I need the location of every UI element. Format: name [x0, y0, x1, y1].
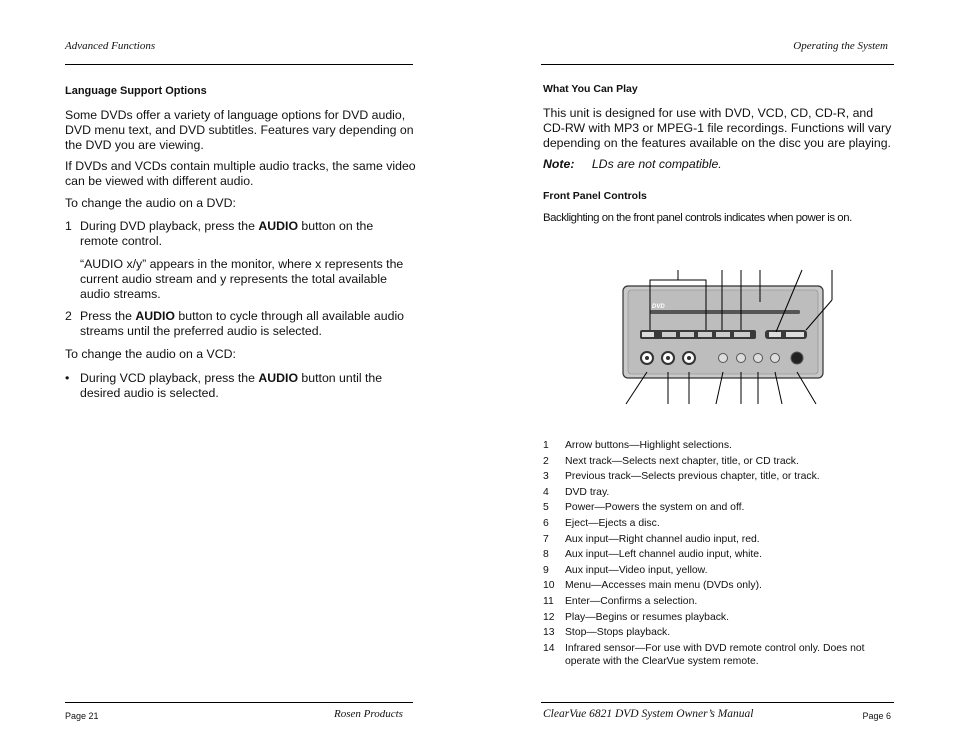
- bullet-item: [65, 371, 415, 401]
- list-item-number: 3: [543, 471, 549, 483]
- list-item-text: Eject—Ejects a disc.: [565, 517, 660, 529]
- next-track-button: [716, 332, 730, 337]
- right-para-1: This unit is designed for use with DVD, VCD, CD, CD-R, and CD-RW with MP3 or MPEG-1 file recordings. Functions will vary depending on the features available on the disc you are playing.: [543, 106, 892, 151]
- list-item: [543, 626, 893, 639]
- list-item-text: Next track—Selects next chapter, title, or CD track.: [565, 455, 799, 467]
- list-item-text: Play—Begins or resumes playback.: [565, 611, 730, 623]
- list-item: [543, 533, 893, 546]
- list-item-number: 2: [543, 455, 549, 467]
- front-panel-diagram: [620, 262, 840, 412]
- list-item: [543, 455, 893, 468]
- list-item: [543, 470, 893, 483]
- list-item-number: 4: [543, 486, 549, 498]
- dvd-tray: [650, 310, 800, 314]
- list-item: [543, 548, 893, 561]
- list-item-text: Stop—Stops playback.: [565, 627, 671, 639]
- step-1: [65, 219, 415, 249]
- audio-button-label: AUDIO: [258, 219, 299, 233]
- list-item-number: 10: [543, 580, 555, 592]
- list-item-number: 14: [543, 642, 555, 654]
- eject-button: [786, 332, 804, 337]
- list-item-number: 13: [543, 627, 555, 639]
- list-item-text: DVD tray.: [565, 486, 610, 498]
- left-footer-brand: Rosen Products: [334, 708, 403, 720]
- list-item: [543, 517, 893, 530]
- list-item-number: 6: [543, 517, 549, 529]
- left-para-1: Some DVDs offer a variety of language options for DVD audio, DVD menu text, and DVD subtitles. Features vary depending on the DVD you are viewing.: [65, 108, 414, 153]
- right-running-header: Operating the System: [793, 40, 888, 52]
- note: [543, 157, 722, 172]
- infrared-sensor: [791, 352, 803, 364]
- power-button: [769, 332, 781, 337]
- list-item: [543, 595, 893, 608]
- list-item: [543, 642, 893, 668]
- list-item-text: Infrared sensor—For use with DVD remote control only. Does not operate with the ClearVue system remote.: [565, 642, 865, 667]
- front-panel-list: [543, 439, 893, 670]
- note-text: LDs are not compatible.: [591, 157, 722, 171]
- enter-button: [737, 354, 746, 363]
- list-item-text: Aux input—Video input, yellow.: [565, 564, 708, 576]
- step-2-number: 2: [65, 309, 72, 323]
- list-item-number: 8: [543, 549, 549, 561]
- play-button: [754, 354, 763, 363]
- left-para-2: If DVDs and VCDs contain multiple audio tracks, the same video can be viewed with different audio.: [65, 159, 416, 189]
- list-item-text: Previous track—Selects previous chapter, title, or track.: [565, 471, 820, 483]
- list-item: [543, 579, 893, 592]
- step-2: [65, 309, 415, 339]
- step-2-text: Press the AUDIO button to cycle through all available audio streams until the preferred audio is selected.: [80, 309, 405, 339]
- bullet-marker: •: [65, 371, 70, 385]
- right-footer-page: Page 6: [862, 711, 891, 721]
- step-1-text: During DVD playback, press the AUDIO button on the remote control.: [80, 219, 374, 249]
- stop-button: [771, 354, 780, 363]
- list-item: [543, 501, 893, 514]
- step-1-number: 1: [65, 219, 72, 233]
- list-item: [543, 439, 893, 452]
- bullet-text: During VCD playback, press the AUDIO button until the desired audio is selected.: [80, 371, 383, 401]
- language-support-heading: Language Support Options: [65, 85, 207, 97]
- list-item-number: 5: [543, 502, 549, 514]
- right-footer-rule: [541, 702, 894, 703]
- list-item-number: 12: [543, 611, 555, 623]
- what-you-can-play-heading: What You Can Play: [543, 83, 638, 95]
- dvd-logo: DVD: [652, 304, 665, 310]
- left-header-rule: [65, 64, 413, 65]
- list-item-text: Arrow buttons—Highlight selections.: [565, 440, 732, 451]
- front-panel-heading: Front Panel Controls: [543, 190, 647, 202]
- list-item-text: Enter—Confirms a selection.: [565, 595, 698, 607]
- right-header-rule: [541, 64, 894, 65]
- menu-button: [719, 354, 728, 363]
- arrow-button: [680, 332, 694, 337]
- arrow-button: [642, 332, 654, 337]
- list-item-text: Menu—Accesses main menu (DVDs only).: [565, 580, 762, 592]
- list-item-number: 9: [543, 564, 549, 576]
- step-1-note: “AUDIO x/y” appears in the monitor, where x represents the current audio stream and y represents the total available audio streams.: [80, 257, 404, 302]
- right-footer-manual: ClearVue 6821 DVD System Owner’s Manual: [543, 708, 754, 720]
- list-item-number: 1: [543, 440, 549, 451]
- list-item: [543, 564, 893, 577]
- left-footer-page: Page 21: [65, 711, 99, 721]
- dvd-tray-button: [734, 332, 750, 337]
- list-item-text: Power—Powers the system on and off.: [565, 502, 745, 514]
- list-item-text: Aux input—Right channel audio input, red.: [565, 533, 760, 545]
- left-running-header: Advanced Functions: [65, 40, 156, 52]
- left-footer-rule: [65, 702, 413, 703]
- list-item: [543, 611, 893, 624]
- previous-track-button: [698, 332, 712, 337]
- list-item: [543, 486, 893, 499]
- note-label: Note:: [543, 157, 575, 171]
- list-item-number: 7: [543, 533, 549, 545]
- audio-button-label: AUDIO: [258, 371, 299, 385]
- list-item-number: 11: [543, 595, 554, 607]
- audio-button-label: AUDIO: [135, 309, 175, 323]
- left-para-3: To change the audio on a DVD:: [65, 196, 236, 210]
- list-item-text: Aux input—Left channel audio input, white.: [565, 549, 762, 561]
- right-para-2: Backlighting on the front panel controls indicates when power is on.: [543, 212, 852, 224]
- arrow-button: [662, 332, 676, 337]
- left-para-4: To change the audio on a VCD:: [65, 347, 236, 361]
